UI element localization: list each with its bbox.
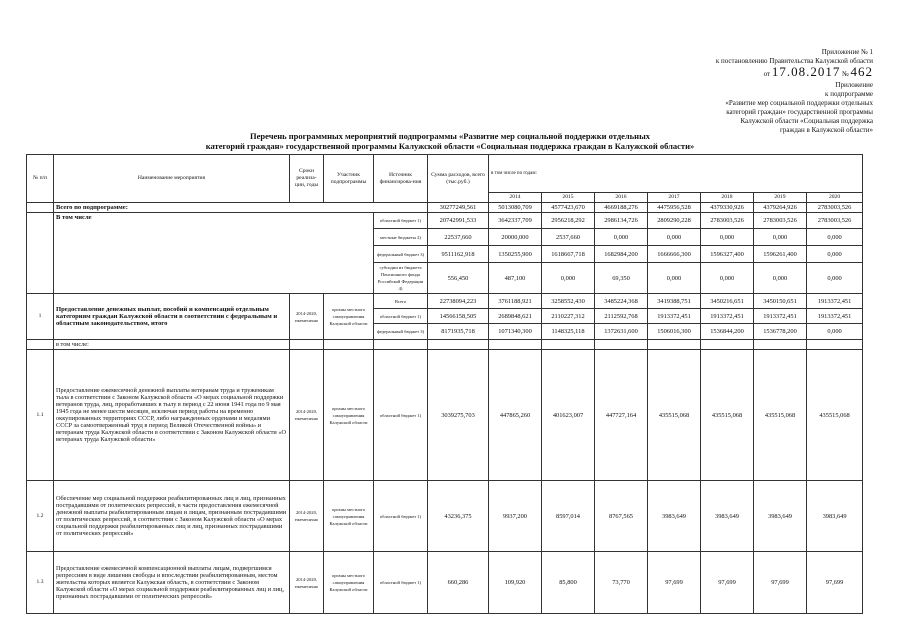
subprogram-appendix-4: категорий граждан» государственной программы (726, 108, 873, 116)
table-row: федеральный бюджет 3) 9511162,918 1350255,900 1618667,718 1682984,200 1666666,300 1596327,400 1596261,400 0,000 (27, 246, 863, 263)
subprogram-appendix-5: Калужской области «Социальная поддержка (740, 117, 873, 125)
subprogram-appendix-2: к подпрограмме (825, 90, 873, 98)
header-no: № п/п (27, 155, 54, 203)
subitem-name: Предоставление ежемесячной компенсационной выплаты лицам, подвергшимся репрессиям в виде лишения свободы и впоследствии реабилитированным, местом жительства которых является Калужская область, в соответствии с Законом Калужской области «О мерах социальной поддержки реабилитированных лиц и лиц, признанных пострадавшими от политических репрессий» (54, 552, 290, 614)
resolution-reference: к постановлению Правительства Калужской области (715, 57, 873, 65)
header-by-years: в том числе по годам: (489, 155, 863, 193)
header-year: 2014 (489, 193, 542, 203)
appendix-label: Приложение № 1 (821, 48, 873, 56)
header-year: 2015 (542, 193, 595, 203)
header-participant: Участник подпрограммы (324, 155, 374, 203)
total-row: Всего по подпрограмме: 30277249,561 5013080,709 4577423,670 4669188,276 4475956,528 4379330,926 4379264,926 2783003,526 (27, 203, 863, 213)
page-title: Перечень программных мероприятий подпрограммы «Развитие мер социальной поддержки отдельных категорий граждан» государственной программы Калужской области «Социальная поддержка граждан в Калужской области» (205, 131, 695, 151)
table-row (27, 340, 863, 350)
table-row: субсидии из бюджета Пенсионного фонда Российской Федерации 4) 556,450 487,100 0,000 69,350 0,000 0,000 0,000 0,000 (27, 263, 863, 294)
item1-name: Предоставление денежных выплат, пособий и компенсаций отдельным категориям граждан Калужской области в соответствии с федеральным и областным законодательством, итого (54, 294, 290, 340)
table-row: В том числе областной бюджет 1) 20742991,533 3642337,709 2956218,292 2986134,726 2809290,228 2783003,526 2783003,526 2783003,526 (27, 213, 863, 229)
header-source: Источник финансирова-ния (374, 155, 428, 203)
table-row: местные бюджеты 2) 22537,660 20000,000 2537,660 0,000 0,000 0,000 0,000 0,000 (27, 229, 863, 246)
date-number-line: от 17.08.2017 № 462 (763, 64, 873, 79)
subitem-name: Предоставление ежемесячной денежной выплаты ветеранам труда и труженикам тыла в соответствии с Законом Калужской области «О мерах социальной поддержки ветеранов труда, лиц, проработавших в тылу в период с 22 июня 1941 года по 9 мая 1945 года не менее шести месяцев, исключая период работы на временно оккупированных территориях СССР, либо награжденных орденами и медалями СССР за самоотверженный труд в период Великой Отечественной войны» и ветеранам труда Калужской области в соответствии с Законом Калужской области «О ветеранах труда Калужской области» (54, 350, 290, 481)
table-row: федеральный бюджет 3) 8171935,718 1071340,300 1148325,118 1372631,600 1506016,300 1536844,200 1536778,200 0,000 (27, 324, 863, 340)
header-year: 2020 (807, 193, 863, 203)
header-total: Сумма расходов, всего (тыс.руб.) (428, 155, 489, 203)
header-year: 2017 (648, 193, 701, 203)
total-label: Всего по подпрограмме: (54, 203, 428, 213)
table-header-row (27, 155, 863, 193)
subprogram-appendix-6: граждан в Калужской области» (780, 126, 873, 134)
incl-label: В том числе (54, 213, 374, 294)
table-row: 1.3 Предоставление ежемесячной компенсационной выплаты лицам, подвергшимся репрессиям в виде лишения свободы и впоследствии реабилитированным, местом жительства которых является Калужская область, в соответствии с Законом Калужской области «О мерах социальной поддержки реабилитированных лиц и лиц, признанных пострадавшими от политических репрессий» 2014-2020, ежемесячно органы местного самоуправления Калужской области областной бюджет 1) 660,286 109,920 85,800 73,770 97,699 97,699 97,699 97,699 (27, 552, 863, 614)
header-year: 2016 (595, 193, 648, 203)
resolution-date: 17.08.2017 (771, 64, 841, 79)
header-year: 2018 (701, 193, 754, 203)
measures-table (26, 154, 863, 614)
table-row: 1.1 Предоставление ежемесячной денежной выплаты ветеранам труда и труженикам тыла в соответствии с Законом Калужской области «О мерах социальной поддержки ветеранов труда, лиц, проработавших в тылу в период с 22 июня 1941 года по 9 мая 1945 года не менее шести месяцев, исключая период работы на временно оккупированных территориях СССР, либо награжденных орденами и медалями СССР за самоотверженный труд в период Великой Отечественной войны» и ветеранам труда Калужской области в соответствии с Законом Калужской области «О ветеранах труда Калужской области» 2014-2020, ежемесячно органы местного самоуправления Калужской области областной бюджет 1) 3039275,703 447865,260 401623,007 447727,164 435515,068 435515,068 435515,068 435515,068 (27, 350, 863, 481)
header-name: Наименование мероприятия (54, 155, 290, 203)
table-row: областной бюджет 1) 14566158,505 2689848,621 2110227,312 2112592,768 1913372,451 1913372,451 1913372,451 1913372,451 (27, 309, 863, 324)
table-row: 1 Предоставление денежных выплат, пособий и компенсаций отдельным категориям граждан Калужской области в соответствии с федеральным и областным законодательством, итого 2014-2020, ежемесячно органы местного самоуправления Калужской области Всего 22738094,223 3761188,921 3258552,430 3485224,368 3419388,751 3450216,651 3450150,651 1913372,451 (27, 294, 863, 309)
header-year: 2019 (754, 193, 807, 203)
subprogram-appendix-3: «Развитие мер социальной поддержки отдельных (725, 99, 873, 107)
subprogram-appendix-1: Приложение (835, 81, 873, 89)
header-terms: Сроки реализа-ции, годы (290, 155, 324, 203)
table-row: 1.2 Обеспечение мер социальной поддержки реабилитированных лиц и лиц, признанных пострадавшими от политических репрессий, в части предоставления ежемесячной денежной выплаты реабилитированным лицам и лицам, признанным пострадавшими от политических репрессий, в соответствии с Законом Калужской области «О мерах социальной поддержки реабилитированных лиц и лиц, признанных пострадавшими от политических репрессий» 2014-2020, ежемесячно органы местного самоуправления Калужской области областной бюджет 1) 43236,375 9937,200 8597,014 8767,565 3983,649 3983,649 3983,649 3983,649 (27, 481, 863, 552)
incl-small-label: в том числе: (54, 340, 290, 350)
document-header (716, 48, 873, 135)
resolution-number: 462 (850, 64, 873, 79)
subitem-name: Обеспечение мер социальной поддержки реабилитированных лиц и лиц, признанных пострадавшими от политических репрессий, в части предоставления ежемесячной денежной выплаты реабилитированным лицам и лицам, признанным пострадавшими от политических репрессий, в соответствии с Законом Калужской области «О мерах социальной поддержки реабилитированных лиц и лиц, признанных пострадавшими от политических репрессий» (54, 481, 290, 552)
